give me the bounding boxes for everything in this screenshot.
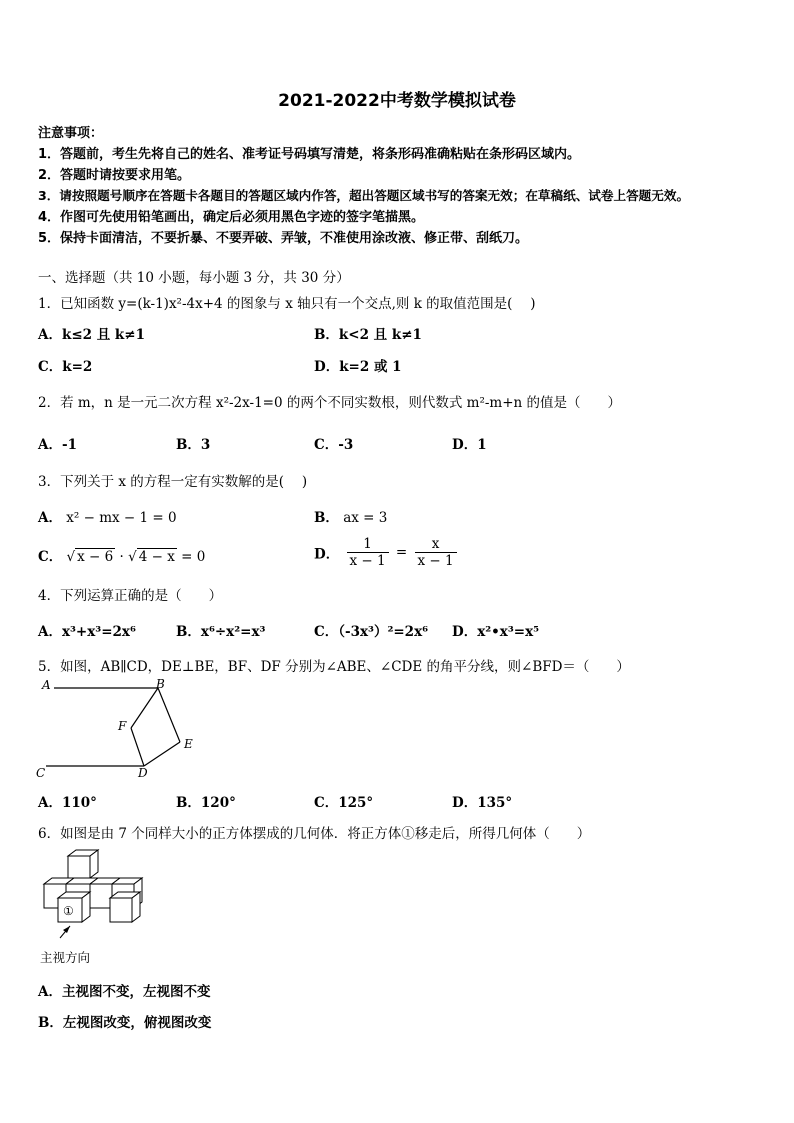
equation: x² − mx − 1 = 0	[66, 510, 177, 526]
cube-front-face	[68, 856, 90, 878]
question-1-option-d: D．k=2 或 1	[314, 359, 402, 375]
notice-heading: 注意事项：	[38, 126, 104, 141]
question-1-option-c: C．k=2	[38, 359, 93, 375]
cube-side-face	[82, 892, 90, 922]
question-5-figure	[34, 676, 204, 784]
question-4-option-d: D．x²•x³=x⁵	[452, 624, 540, 640]
question-4-option-c: C．（-3x³）²=2x⁶	[314, 624, 429, 640]
option-label: C．	[38, 549, 63, 565]
point-label-d: D	[138, 766, 148, 780]
segment-ed	[144, 742, 180, 766]
notice-item: 3．请按照题号顺序在答题卡各题目的答题区域内作答，超出答题区域书写的答案无效；在草稿纸、试卷上答题无效。	[38, 188, 690, 203]
notice-item: 4．作图可先使用铅笔画出，确定后必须用黑色字迹的签字笔描黑。	[38, 210, 425, 225]
fraction	[415, 536, 457, 569]
arrow-head-icon	[63, 926, 70, 933]
point-label-c: C	[36, 766, 46, 780]
question-3-stem: 3．下列关于 x 的方程一定有实数解的是( )	[38, 474, 308, 490]
question-4-stem: 4．下列运算正确的是（ ）	[38, 588, 223, 604]
segment-bf	[131, 688, 158, 728]
question-5-option-a: A．110°	[38, 795, 97, 811]
question-1-option-b: B．k<2 且 k≠1	[314, 327, 422, 343]
question-3-option-b	[314, 506, 387, 526]
cube-side-face	[132, 892, 140, 922]
radicand: 4 − x	[138, 549, 175, 565]
cube-front-face	[110, 898, 132, 922]
question-5-stem: 5．如图，AB∥CD，DE⊥BE，BF、DF 分别为∠ABE、∠CDE 的角平分线，则∠BFD＝（ ）	[38, 659, 630, 675]
question-4-option-a: A．x³+x³=2x⁶	[38, 624, 136, 640]
question-2-option-d: D．1	[452, 437, 487, 453]
question-3-option-d	[314, 536, 460, 569]
question-6-option-b: B．左视图改变，俯视图改变	[38, 1015, 212, 1031]
question-1-stem: 1．已知函数 y=(k-1)x²-4x+4 的图象与 x 轴只有一个交点,则 k 的取值范围是( )	[38, 296, 536, 312]
option-label: A．	[38, 510, 62, 526]
cube-1-label: ①	[63, 904, 74, 918]
question-5-option-b: B．120°	[176, 795, 236, 811]
point-label-b: B	[156, 677, 165, 691]
segment-fd	[131, 728, 144, 766]
question-3-option-a	[38, 506, 177, 526]
notice-item: 2．答题时请按要求用笔。	[38, 168, 191, 183]
fraction	[347, 536, 389, 569]
question-3-option-c: C． √ x − 6 · √ 4 − x = 0	[38, 549, 206, 565]
equation: ax = 3	[343, 510, 388, 526]
equation-tail: = 0	[181, 549, 206, 565]
denominator: x − 1	[417, 553, 454, 569]
section-heading: 一、选择题（共 10 小题，每小题 3 分，共 30 分）	[38, 270, 350, 286]
question-6-stem: 6．如图是由 7 个同样大小的正方体摆成的几何体．将正方体①移走后，所得几何体（ ）	[38, 826, 591, 842]
question-2-option-c: C．-3	[314, 437, 354, 453]
segment-be	[158, 688, 180, 742]
notice-item: 5．保持卡面清洁，不要折暴、不要弄破、弄皱，不准使用涂改液、修正带、刮纸刀。	[38, 231, 529, 246]
option-label: B．	[314, 510, 339, 526]
question-2-stem: 2．若 m，n 是一元二次方程 x²-2x-1=0 的两个不同实数根，则代数式 m²-m+n 的值是（ ）	[38, 395, 622, 411]
numerator: 1	[347, 536, 389, 553]
question-2-option-b: B．3	[176, 437, 211, 453]
cube-front-face	[90, 884, 112, 908]
equals: =	[395, 544, 408, 561]
denominator: x − 1	[349, 553, 386, 569]
point-label-f: F	[118, 719, 127, 733]
question-6-option-a: A．主视图不变，左视图不变	[38, 984, 211, 1000]
question-5-option-d: D．135°	[452, 795, 513, 811]
page-title: 2021-2022中考数学模拟试卷	[278, 91, 516, 111]
question-4-option-b: B．x⁶÷x²=x³	[176, 624, 266, 640]
question-2-option-a: A．-1	[38, 437, 77, 453]
view-direction-label: 主视方向	[40, 950, 91, 965]
radicand: x − 6	[77, 549, 114, 565]
numerator: x	[415, 536, 457, 553]
question-5-option-c: C．125°	[314, 795, 374, 811]
question-1-option-a: A．k≤2 且 k≠1	[38, 327, 145, 343]
point-label-a: A	[42, 678, 51, 692]
option-label: D．	[314, 546, 340, 563]
point-label-e: E	[184, 737, 193, 751]
notice-item: 1．答题前，考生先将自己的姓名、准考证号码填写清楚，将条形码准确粘贴在条形码区域内。	[38, 147, 581, 162]
